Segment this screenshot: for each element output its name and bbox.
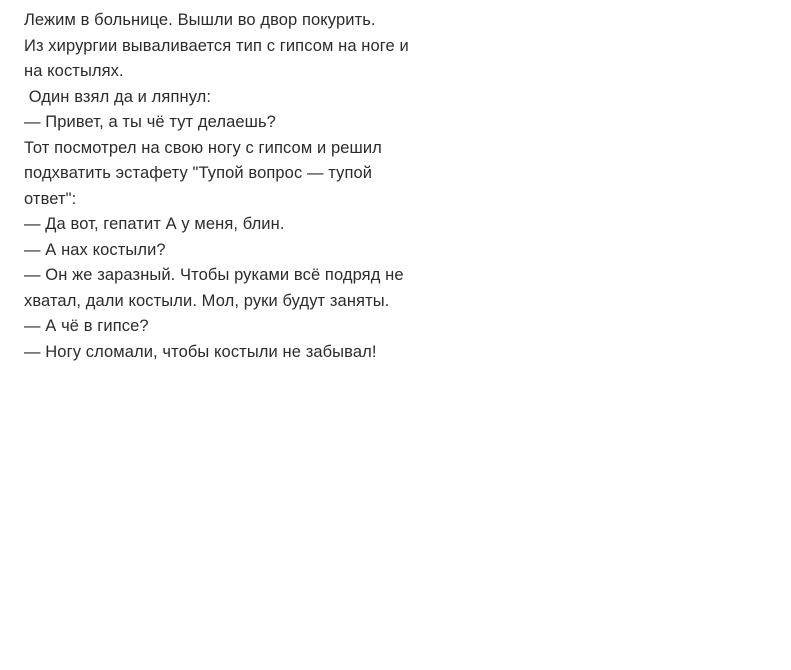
text-line: — А чё в гипсе? — [24, 317, 149, 335]
text-line: — Да вот, гепатит А у меня, блин. — [24, 215, 285, 233]
text-line: — А нах костыли? — [24, 240, 166, 259]
text-line: хватал, дали костыли. Мол, руки будут заняты. — [24, 291, 390, 310]
text-line: — Он же заразный. Чтобы руками всё подряд не — [24, 266, 404, 284]
joke-text-block — [24, 8, 564, 365]
text-line: Один взял да и ляпнул: — [24, 87, 212, 106]
text-line: подхватить эстафету "Тупой вопрос — тупой — [24, 164, 373, 182]
text-line: — Ногу сломали, чтобы костыли не забывал! — [24, 342, 377, 361]
text-line: — Привет, а ты чё тут делаешь? — [24, 113, 276, 131]
text-line: Из хирургии вываливается тип с гипсом на ноге и — [24, 36, 409, 55]
text-line: Лежим в больнице. Вышли во двор покурить. — [24, 11, 376, 29]
text-line: на костылях. — [24, 62, 124, 80]
text-line: ответ": — [24, 189, 77, 208]
text-line: Тот посмотрел на свою ногу с гипсом и решил — [24, 138, 382, 157]
